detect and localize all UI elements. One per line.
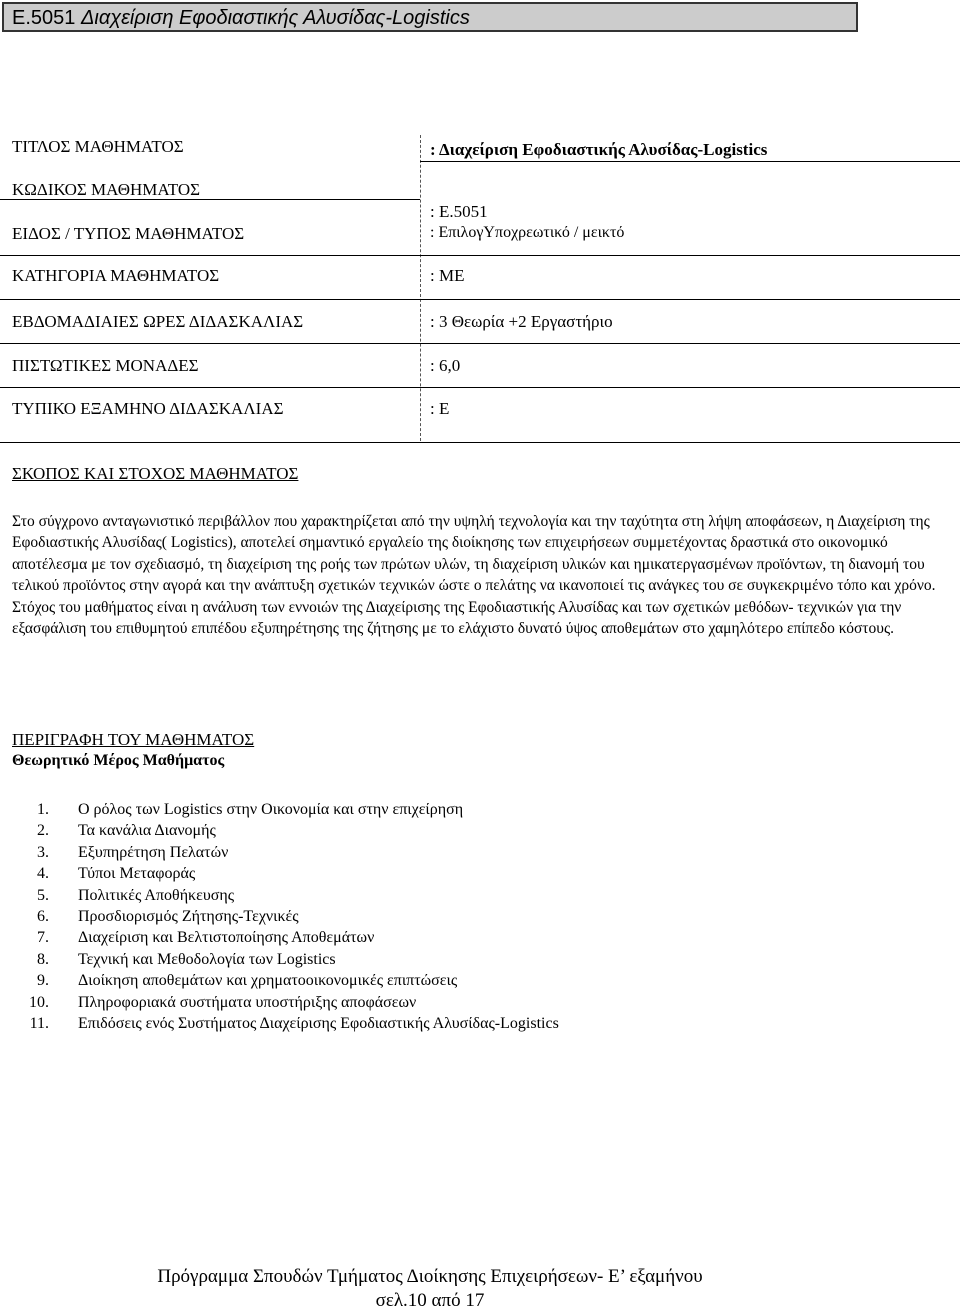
- category-value: : ΜΕ: [430, 266, 465, 285]
- topic-text: Διοίκηση αποθεμάτων και χρηματοοικονομικές επιπτώσεις: [78, 972, 458, 990]
- code-label: ΚΩΔΙΚΟΣ ΜΑΘΗΜΑΤΟΣ: [12, 180, 201, 199]
- topic-number: 6.: [37, 907, 49, 925]
- description-heading: ΠΕΡΙΓΡΑΦΗ ΤΟΥ ΜΑΘΗΜΑΤΟΣ: [12, 730, 255, 749]
- credits-label: ΠΙΣΤΩΤΙΚΕΣ ΜΟΝΑΔΕΣ: [12, 356, 199, 375]
- list-item: [12, 927, 375, 948]
- row-divider-2: [0, 299, 960, 300]
- list-item: [12, 842, 229, 863]
- document-header: [2, 2, 858, 32]
- list-item: [12, 885, 235, 906]
- topic-number: 2.: [37, 822, 49, 840]
- topic-text: Τύποι Μεταφοράς: [78, 865, 196, 883]
- column-divider: [420, 135, 421, 441]
- topic-number: 7.: [37, 929, 49, 947]
- topic-text: Προσδιορισμός Ζήτησης-Τεχνικές: [78, 907, 299, 925]
- footer-program: Πρόγραμμα Σπουδών Τμήματος Διοίκησης Επιχειρήσεων- Ε’ εξαμήνου: [157, 1266, 703, 1287]
- list-item: [12, 1013, 559, 1034]
- topic-text: Διαχείριση και Βελτιστοποίησης Αποθεμάτων: [78, 929, 375, 947]
- list-item: [12, 906, 299, 927]
- topic-number: 4.: [37, 865, 49, 883]
- title-underline: [420, 161, 960, 162]
- list-item: [12, 992, 417, 1013]
- credits-value: : 6,0: [430, 356, 461, 375]
- topics-list: [12, 799, 559, 1034]
- topic-number: 11.: [29, 1014, 49, 1032]
- title-value: : Διαχείριση Εφοδιαστικής Αλυσίδας-Logistics: [430, 140, 768, 159]
- list-item: [12, 820, 216, 841]
- row-divider-1: [0, 255, 960, 256]
- semester-label: ΤΥΠΙΚΟ ΕΞΑΜΗΝΟ ΔΙΔΑΣΚΑΛΙΑΣ: [12, 399, 284, 418]
- topic-text: Τεχνική και Μεθοδολογία των Logistics: [78, 950, 336, 968]
- topic-number: 3.: [37, 843, 49, 861]
- topic-number: 9.: [37, 972, 49, 990]
- code-value: : Ε.5051: [430, 202, 488, 221]
- topic-number: 5.: [37, 886, 49, 904]
- topic-text: Τα κανάλια Διανομής: [78, 822, 216, 840]
- topic-number: 10.: [29, 993, 49, 1011]
- list-item: [12, 949, 336, 970]
- title-label: ΤΙΤΛΟΣ ΜΑΘΗΜΑΤΟΣ: [12, 137, 184, 156]
- topic-text: Ο ρόλος των Logistics στην Οικονομία και στην επιχείρηση: [78, 801, 464, 818]
- category-label: ΚΑΤΗΓΟΡΙΑ ΜΑΘΗΜΑΤΟΣ: [12, 266, 220, 285]
- topic-text: Πληροφοριακά συστήματα υποστήριξης αποφάσεων: [78, 993, 417, 1011]
- list-item: [12, 799, 464, 820]
- type-value: : ΕπιλογΥποχρεωτικό / μεικτό: [430, 224, 625, 241]
- course-code: E.5051: [12, 7, 81, 29]
- topic-number: 1.: [37, 801, 49, 818]
- topic-number: 8.: [37, 950, 49, 968]
- course-title-header: Διαχείριση Εφοδιαστικής Αλυσίδας-Logistics: [80, 7, 470, 29]
- objectives-heading: ΣΚΟΠΟΣ ΚΑΙ ΣΤΟΧΟΣ ΜΑΘΗΜΑΤΟΣ: [12, 464, 299, 483]
- objectives-text: [12, 511, 942, 639]
- left-divider-1: [0, 199, 420, 200]
- topic-text: Εξυπηρέτηση Πελατών: [78, 843, 229, 861]
- list-item: [12, 863, 196, 884]
- topic-text: Πολιτικές Αποθήκευσης: [78, 886, 235, 904]
- theory-subheading: Θεωρητικό Μέρος Μαθήματος: [12, 752, 225, 769]
- course-info-table: [0, 127, 960, 443]
- semester-value: : Ε: [430, 399, 450, 418]
- row-divider-3: [0, 343, 960, 344]
- hours-label: ΕΒΔΟΜΑΔΙΑΙΕΣ ΩΡΕΣ ΔΙΔΑΣΚΑΛΙΑΣ: [12, 312, 304, 331]
- type-label: ΕΙΔΟΣ / ΤΥΠΟΣ ΜΑΘΗΜΑΤΟΣ: [12, 224, 245, 243]
- topic-text: Επιδόσεις ενός Συστήματος Διαχείρισης Εφοδιαστικής Αλυσίδας-Logistics: [78, 1014, 559, 1032]
- row-divider-4: [0, 387, 960, 388]
- objectives-paragraph-1: Στο σύγχρονο ανταγωνιστικό περιβάλλον που χαρακτηρίζεται από την υψηλή τεχνολογία και την ταχύτητα στη λήψη αποφάσεων, η Διαχείριση της Εφοδιαστικής Αλυσίδας( Logistics), αποτελεί σημαντικό εργαλείο της διοίκησης των επιχειρήσεων συμμετέχοντας δραστικά στο οικονομικό αποτέλεσμα με τον σχεδιασμό, τη διαχείριση της ροής των πρώτων υλών, τη διαχείριση υλικών και ημικατεργασμένων προϊόντων, τη διανομή του τελικού προϊόντος στην αγορά και την ανάπτυξη σχετικών τεχνικών ώστε ο πελάτης να ικανοποιεί τις ανάγκες του σε συγκεκριμένο τόπο και χρόνο.: [12, 513, 936, 595]
- list-item: [12, 970, 458, 991]
- page-number: σελ.10 από 17: [375, 1290, 485, 1311]
- hours-value: : 3 Θεωρία +2 Εργαστήριο: [430, 312, 613, 331]
- objectives-paragraph-2: Στόχος του μαθήματος είναι η ανάλυση των εννοιών της Διαχείρισης της Εφοδιαστικής Αλυσίδας και των σχετικών μεθόδων- τεχνικών για την εξασφάλιση του επιθυμητού επιπέδου εξυπηρέτησης της ζήτησης με το ελάχιστο δυνατό ύψος αποθεμάτων στο χαμηλότερο επίπεδο κόστους.: [12, 598, 902, 638]
